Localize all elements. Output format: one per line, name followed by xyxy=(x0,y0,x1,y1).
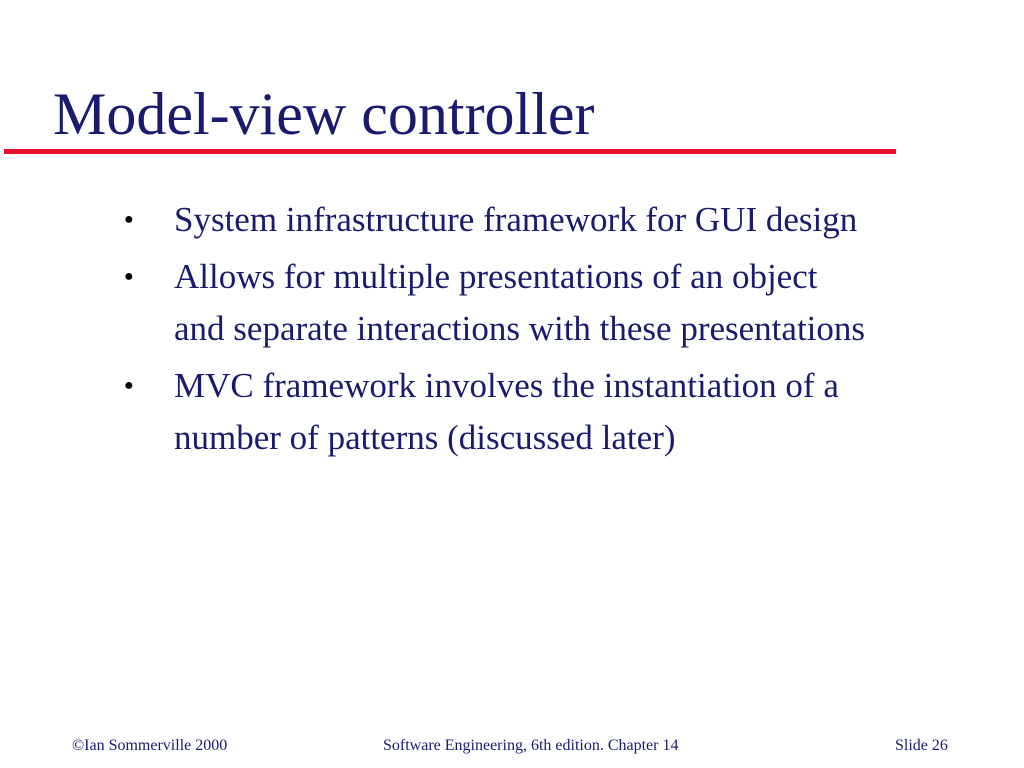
bullet-item xyxy=(124,194,984,246)
bullet-line: MVC framework involves the instantiation of a xyxy=(174,366,839,405)
bullet-dot-icon: ● xyxy=(124,377,134,394)
bullet-line: System infrastructure framework for GUI design xyxy=(174,200,858,239)
bullet-text xyxy=(174,251,865,355)
title-underline-rule xyxy=(4,149,896,154)
bullet-line: number of patterns (discussed later) xyxy=(174,418,676,457)
bullet-line: and separate interactions with these presentations xyxy=(174,309,866,348)
bullet-text xyxy=(174,360,839,464)
bullet-text xyxy=(174,194,857,246)
footer-copyright: ©Ian Sommerville 2000 xyxy=(72,737,228,754)
bullet-dot-icon: ● xyxy=(124,268,134,285)
footer-slide-number: Slide 26 xyxy=(895,737,948,754)
bullet-item xyxy=(124,360,984,464)
footer-course-title: Software Engineering, 6th edition. Chapter 14 xyxy=(383,737,679,754)
bullet-dot-icon: ● xyxy=(124,211,134,228)
bullet-line: Allows for multiple presentations of an object xyxy=(174,257,818,296)
slide-title: Model-view controller xyxy=(53,81,595,147)
bullet-item xyxy=(124,251,984,355)
bullet-list xyxy=(124,194,984,469)
